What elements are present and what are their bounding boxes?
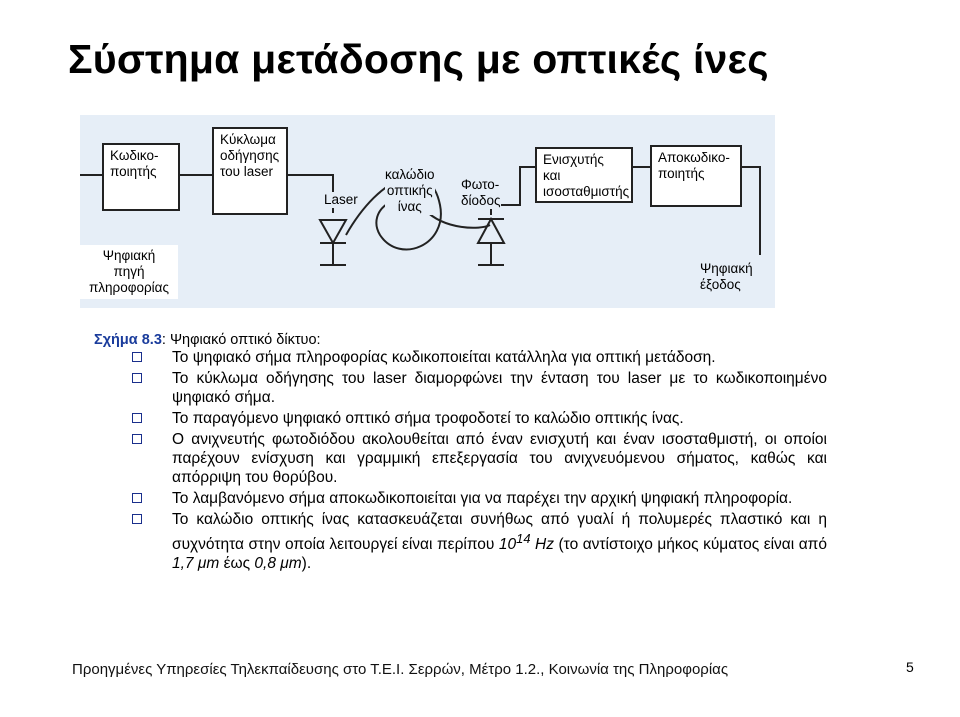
source-label: Ψηφιακή πηγή πληροφορίας [80,245,178,299]
square-bullet-icon [132,434,142,444]
laser-label: Laser [324,192,358,207]
decoder-box: Αποκωδικο- ποιητής [650,145,742,207]
caption-text: : Ψηφιακό οπτικό δίκτυο: [161,332,321,348]
list-item: Το καλώδιο οπτικής ίνας κατασκευάζεται συνήθως από γυαλί ή πολυμερές πλαστικό και η συχνότητα στην οποία λειτουργεί είναι περίπου $10^{14}$ Hz (το αντίστοιχο μήκος κύματος είναι από 1,7 μm έως 0,8 μm). [132,510,827,573]
amplifier-box: Ενισχυτής και ισοσταθμιστής [535,147,633,203]
square-bullet-icon [132,493,142,503]
list-item: Το λαμβανόμενο σήμα αποκωδικοποιείται για να παρέχει την αρχική ψηφιακή πληροφορία. [132,489,827,508]
output-label: Ψηφιακή έξοδος [700,261,753,292]
bullet-list [132,348,827,575]
photodiode-label: Φωτο- δίοδος [461,177,501,208]
square-bullet-icon [132,413,142,423]
list-item: Το ψηφιακό σήμα πληροφορίας κωδικοποιείται κατάλληλα για οπτική μετάδοση. [132,348,827,367]
figure-label: Σχήμα 8.3 [94,332,162,348]
fiber-system-diagram [80,115,775,308]
square-bullet-icon [132,514,142,524]
fiber-label: καλώδιο οπτικής ίνας [385,167,435,214]
square-bullet-icon [132,373,142,383]
list-item: Το κύκλωμα οδήγησης του laser διαμορφώνει την ένταση του laser με το κωδικοποιημένο ψηφιακό σήμα. [132,369,827,407]
slide-title: Σύστημα μετάδοσης με οπτικές ίνες [68,36,769,82]
list-item: Το παραγόμενο ψηφιακό οπτικό σήμα τροφοδοτεί το καλώδιο οπτικής ίνας. [132,409,827,428]
figure-caption [94,332,321,348]
footer-text: Προηγμένες Υπηρεσίες Τηλεκπαίδευσης στο Τ.Ε.Ι. Σερρών, Μέτρο 1.2., Κοινωνία της Πληροφορίας [72,661,729,678]
page-number: 5 [906,659,914,675]
encoder-box: Κωδικο- ποιητής [102,143,180,211]
square-bullet-icon [132,352,142,362]
list-item: Ο ανιχνευτής φωτοδιόδου ακολουθείται από έναν ενισχυτή και έναν ισοσταθμιστή, οι οποίοι παρέχουν ενίσχυση και γραμμική επεξεργασία του ανιχνευόμενου σήματος, καθώς και απόρριψη του θορύβου. [132,430,827,487]
laser-driver-box: Κύκλωμα οδήγησης του laser [212,127,288,215]
